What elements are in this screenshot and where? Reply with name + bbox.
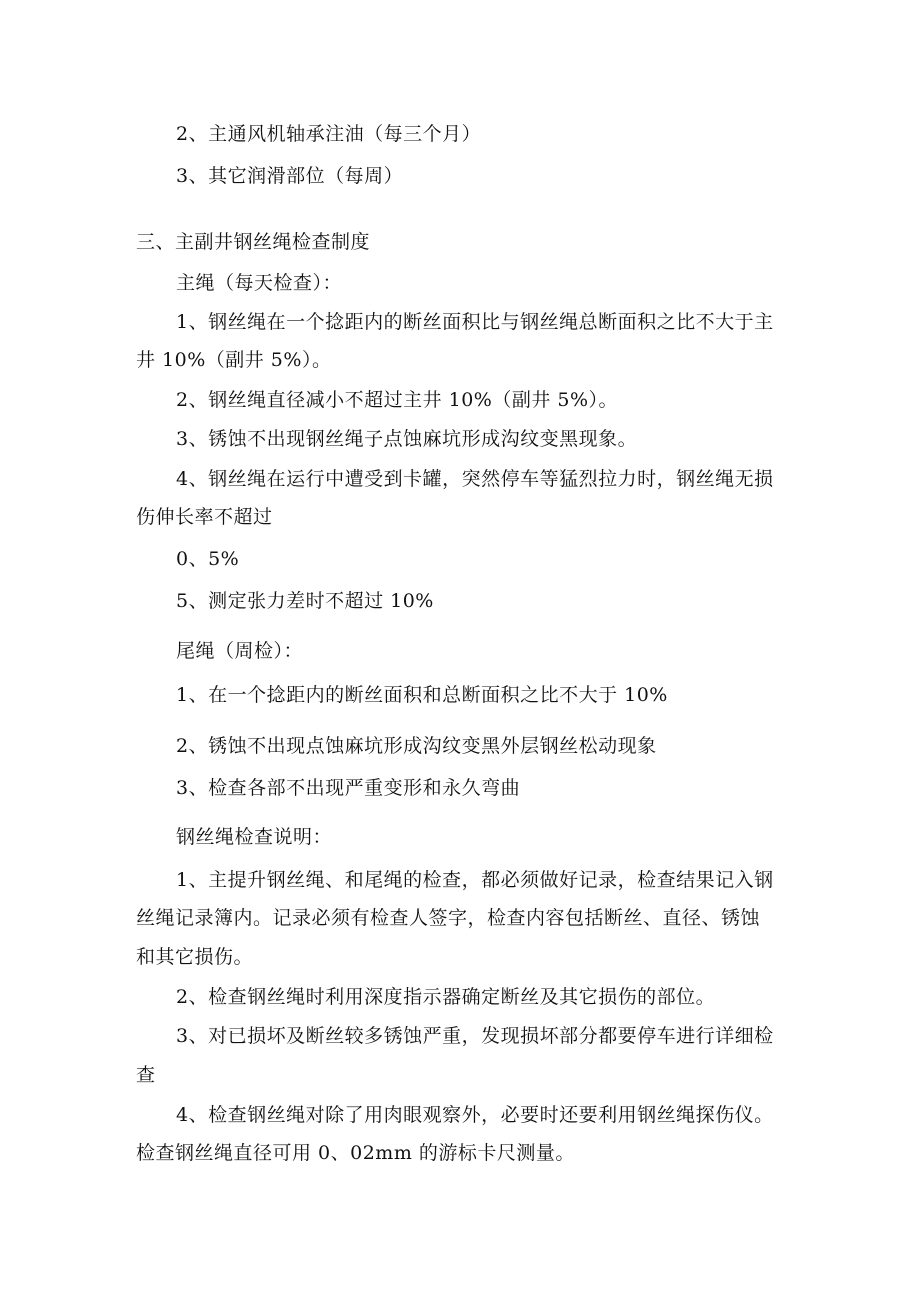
lubrication-item-2: 2、主通风机轴承注油（每三个月）	[176, 123, 482, 145]
lubrication-item-3: 3、其它润滑部位（每周）	[176, 165, 404, 187]
tail-rope-item-1: 1、在一个捻距内的断丝面积和总断面积之比不大于 10%	[176, 684, 668, 706]
section-heading: 三、主副井钢丝绳检查制度	[136, 231, 371, 253]
notes-item-1-line-2: 丝绳记录簿内。记录必须有检查人签字，检查内容包括断丝、直径、锈蚀	[136, 907, 761, 929]
notes-item-3-line-1: 3、对已损坏及断丝较多锈蚀严重，发现损坏部分都要停车进行详细检	[176, 1025, 774, 1047]
notes-item-4-line-2: 检查钢丝绳直径可用 0、02mm 的游标卡尺测量。	[136, 1142, 575, 1164]
tail-rope-item-2: 2、锈蚀不出现点蚀麻坑形成沟纹变黑外层钢丝松动现象	[176, 735, 657, 757]
main-rope-item-2: 2、钢丝绳直径减小不超过主井 10%（副井 5%）。	[176, 389, 619, 411]
main-rope-item-4-line-2: 伤伸长率不超过	[136, 506, 273, 528]
main-rope-item-4-line-1: 4、钢丝绳在运行中遭受到卡罐，突然停车等猛烈拉力时，钢丝绳无损	[176, 468, 774, 490]
notes-title: 钢丝绳检查说明：	[176, 826, 333, 848]
main-rope-item-5: 5、测定张力差时不超过 10%	[176, 590, 434, 612]
main-rope-title: 主绳（每天检查）：	[176, 272, 343, 294]
main-rope-item-3: 3、锈蚀不出现钢丝绳子点蚀麻坑形成沟纹变黑现象。	[176, 428, 638, 450]
notes-item-2: 2、检查钢丝绳时利用深度指示器确定断丝及其它损伤的部位。	[176, 986, 716, 1008]
main-rope-item-1-line-2: 井 10%（副井 5%）。	[136, 349, 332, 371]
tail-rope-title: 尾绳（周检）：	[176, 640, 304, 662]
notes-item-3-line-2: 查	[136, 1064, 156, 1086]
notes-item-1-line-1: 1、主提升钢丝绳、和尾绳的检查，都必须做好记录，检查结果记入钢	[176, 869, 774, 891]
main-rope-item-1-line-1: 1、钢丝绳在一个捻距内的断丝面积比与钢丝绳总断面积之比不大于主	[176, 311, 774, 333]
notes-item-1-line-3: 和其它损伤。	[136, 946, 254, 968]
tail-rope-item-3: 3、检查各部不出现严重变形和永久弯曲	[176, 777, 521, 799]
notes-item-4-line-1: 4、检查钢丝绳对除了用肉眼观察外，必要时还要利用钢丝绳探伤仪。	[176, 1104, 774, 1126]
main-rope-item-4-line-3: 0、5%	[176, 548, 240, 570]
